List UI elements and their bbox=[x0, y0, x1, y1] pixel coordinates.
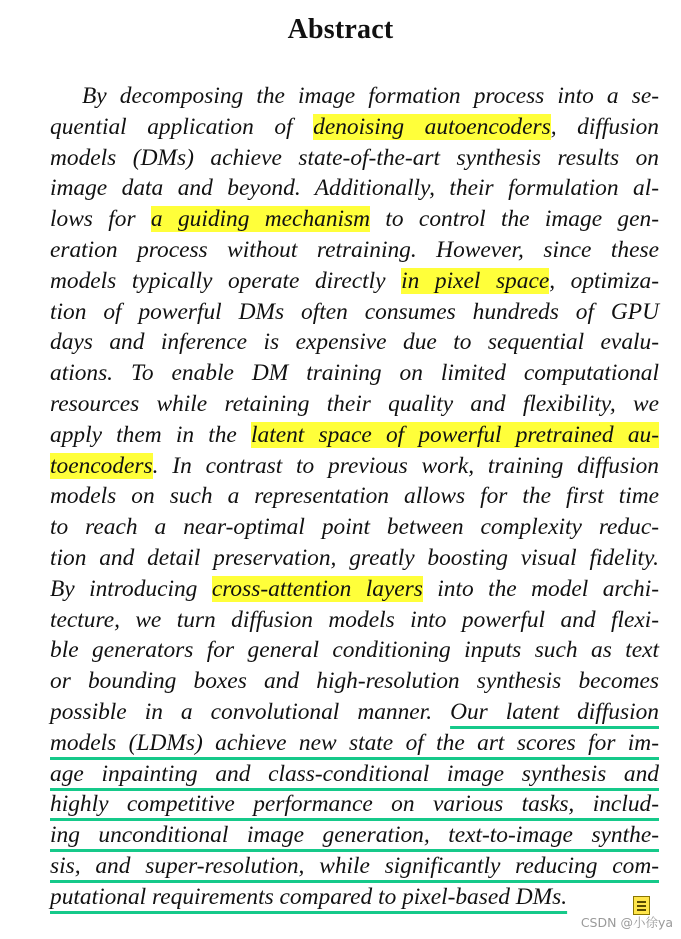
text-segment: image data and beyond. Additionally, their formulation al- bbox=[50, 175, 659, 202]
abstract-line bbox=[50, 512, 659, 543]
abstract-line bbox=[50, 635, 659, 666]
text-segment: By introducing bbox=[50, 575, 212, 602]
highlighted-text: cross-attention layers bbox=[211, 575, 423, 602]
abstract-line bbox=[50, 759, 659, 790]
text-segment: eration process without retraining. However, since these bbox=[50, 236, 659, 263]
abstract-line bbox=[50, 389, 659, 420]
abstract-line bbox=[50, 820, 659, 851]
text-segment: to control the image gen- bbox=[370, 206, 659, 233]
text-segment: By decomposing the image formation process into a se- bbox=[82, 83, 659, 109]
text-segment: tion of powerful DMs often consumes hundreds of GPU bbox=[50, 298, 659, 325]
abstract-line bbox=[50, 451, 659, 482]
highlighted-text: denoising autoencoders bbox=[313, 113, 551, 140]
abstract-line bbox=[50, 697, 659, 728]
highlighted-text: in pixel space bbox=[401, 267, 550, 294]
text-segment: lows for bbox=[50, 206, 151, 233]
abstract-line bbox=[50, 327, 659, 358]
abstract-line bbox=[50, 789, 659, 820]
text-segment: . In contrast to previous work, training diffusion bbox=[152, 452, 659, 479]
abstract-line bbox=[50, 297, 659, 328]
text-segment: tion and detail preservation, greatly boosting visual fidelity. bbox=[50, 544, 659, 571]
abstract-line bbox=[50, 112, 659, 143]
text-segment: models on such a representation allows for the first time bbox=[50, 483, 659, 510]
watermark: CSDN @小徐ya bbox=[580, 915, 673, 930]
abstract-body bbox=[50, 81, 659, 913]
abstract-line bbox=[50, 81, 659, 112]
text-segment: into the model archi- bbox=[422, 575, 659, 602]
text-segment: models (DMs) achieve state-of-the-art synthesis results on bbox=[50, 144, 659, 171]
text-segment: or bounding boxes and high-resolution synthesis becomes bbox=[50, 668, 659, 695]
text-segment: apply them in the bbox=[50, 421, 252, 448]
text-segment: ble generators for general conditioning inputs such as text bbox=[50, 637, 659, 664]
abstract-line bbox=[50, 666, 659, 697]
abstract-line bbox=[50, 235, 659, 266]
underlined-text: putational requirements compared to pixel-based DMs. bbox=[50, 883, 568, 910]
underlined-text: highly competitive performance on various tasks, includ- bbox=[50, 791, 659, 818]
text-segment: quential application of bbox=[50, 113, 314, 140]
abstract-line bbox=[50, 266, 659, 297]
abstract-line bbox=[50, 543, 659, 574]
abstract-line bbox=[50, 851, 659, 882]
underlined-text: Our latent diffusion bbox=[450, 698, 659, 725]
underlined-text: ing unconditional image generation, text-to-image synthe- bbox=[50, 822, 659, 849]
abstract-line bbox=[50, 882, 659, 913]
text-segment: possible in a convolutional manner. bbox=[50, 698, 451, 725]
text-segment: to reach a near-optimal point between complexity reduc- bbox=[50, 514, 659, 541]
highlighted-text: latent space of powerful pretrained au- bbox=[251, 421, 659, 448]
abstract-line bbox=[50, 605, 659, 636]
text-segment: days and inference is expensive due to sequential evalu- bbox=[50, 329, 659, 356]
abstract-line bbox=[50, 481, 659, 512]
abstract-line bbox=[50, 420, 659, 451]
abstract-line bbox=[50, 728, 659, 759]
highlighted-text: a guiding mechanism bbox=[150, 206, 371, 233]
text-segment: tecture, we turn diffusion models into powerful and flexi- bbox=[50, 606, 659, 633]
abstract-line bbox=[50, 204, 659, 235]
abstract-line bbox=[50, 358, 659, 389]
underlined-text: models (LDMs) achieve new state of the art scores for im- bbox=[50, 729, 659, 756]
abstract-line bbox=[50, 574, 659, 605]
text-segment: models typically operate directly bbox=[50, 267, 402, 294]
text-segment: resources while retaining their quality and flexibility, we bbox=[50, 390, 659, 417]
text-segment: ations. To enable DM training on limited computational bbox=[50, 360, 659, 387]
text-segment: , diffusion bbox=[550, 113, 660, 140]
abstract-line bbox=[50, 143, 659, 174]
abstract-line bbox=[50, 173, 659, 204]
highlighted-text: toencoders bbox=[50, 452, 153, 479]
underlined-text: age inpainting and class-conditional image synthesis and bbox=[50, 760, 659, 787]
text-segment: , optimiza- bbox=[549, 267, 660, 294]
abstract-title: Abstract bbox=[287, 14, 394, 45]
underlined-text: sis, and super-resolution, while significantly reducing com- bbox=[50, 852, 659, 879]
